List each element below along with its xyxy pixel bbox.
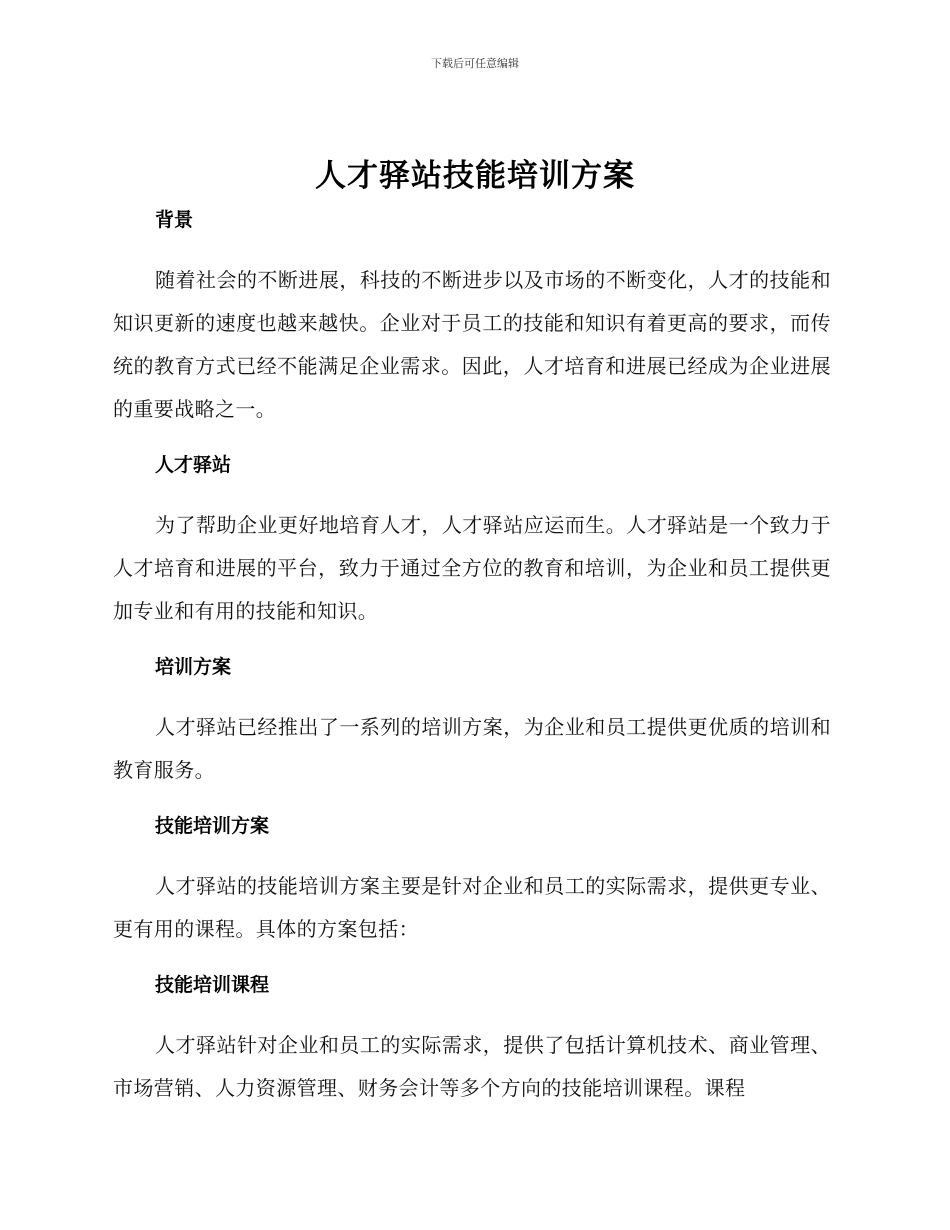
section-heading-talent-station: 人才驿站 bbox=[155, 454, 232, 476]
section-heading-background: 背景 bbox=[155, 209, 194, 231]
section-paragraph-talent-station: 为了帮助企业更好地培育人才，人才驿站应运而生。人才驿站是一个致力于人才培育和进展的平台，致力于通过全方位的教育和培训，为企业和员工提供更加专业和有用的技能和知识。 bbox=[113, 513, 831, 623]
section-paragraph-training-plan: 人才驿站已经推出了一系列的培训方案，为企业和员工提供更优质的培训和教育服务。 bbox=[113, 715, 831, 782]
document-title: 人才驿站技能培训方案 bbox=[315, 158, 635, 194]
section-heading-skill-training-plan: 技能培训方案 bbox=[155, 815, 270, 837]
section-heading-training-plan: 培训方案 bbox=[155, 656, 232, 678]
section-paragraph-skill-training-courses: 人才驿站针对企业和员工的实际需求，提供了包括计算机技术、商业管理、市场营销、人力资源管理、财务会计等多个方向的技能培训课程。课程 bbox=[113, 1033, 831, 1100]
section-paragraph-background: 随着社会的不断进展，科技的不断进步以及市场的不断变化，人才的技能和知识更新的速度也越来越快。企业对于员工的技能和知识有着更高的要求，而传统的教育方式已经不能满足企业需求。因此，人才培育和进展已经成为企业进展的重要战略之一。 bbox=[113, 268, 831, 421]
section-heading-skill-training-courses: 技能培训课程 bbox=[155, 974, 270, 996]
document-body bbox=[113, 203, 831, 1110]
section-paragraph-skill-training-plan: 人才驿站的技能培训方案主要是针对企业和员工的实际需求，提供更专业、更有用的课程。具体的方案包括： bbox=[113, 874, 831, 941]
page-header-note: 下载后可任意编辑 bbox=[431, 57, 519, 70]
